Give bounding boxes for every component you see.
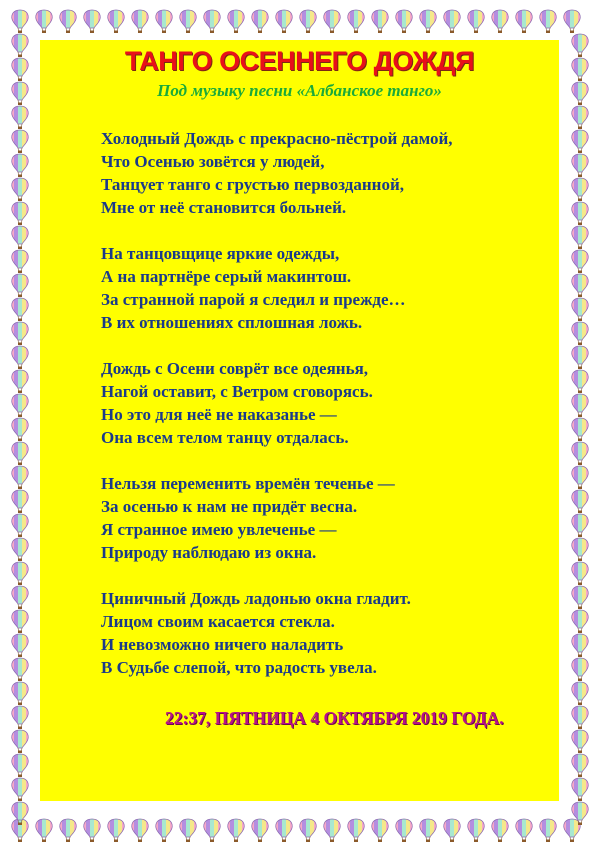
hot-air-balloon-icon — [538, 9, 558, 33]
hot-air-balloon-icon — [490, 9, 510, 33]
hot-air-balloon-icon — [274, 818, 294, 842]
hot-air-balloon-icon — [10, 177, 30, 201]
hot-air-balloon-icon — [322, 9, 342, 33]
hot-air-balloon-icon — [570, 345, 590, 369]
stanza — [101, 127, 541, 219]
hot-air-balloon-icon — [178, 818, 198, 842]
hot-air-balloon-icon — [250, 818, 270, 842]
poem-line: Танцует танго с грустью первозданной, — [101, 175, 404, 194]
hot-air-balloon-icon — [202, 818, 222, 842]
hot-air-balloon-icon — [10, 465, 30, 489]
poem-line: В Судьбе слепой, что радость увела. — [101, 658, 377, 677]
hot-air-balloon-icon — [322, 818, 342, 842]
hot-air-balloon-icon — [570, 489, 590, 513]
poem-line: Природу наблюдаю из окна. — [101, 543, 317, 562]
poem-line: За осенью к нам не придёт весна. — [101, 497, 358, 516]
hot-air-balloon-icon — [418, 9, 438, 33]
hot-air-balloon-icon — [178, 9, 198, 33]
hot-air-balloon-icon — [570, 729, 590, 753]
hot-air-balloon-icon — [82, 9, 102, 33]
hot-air-balloon-icon — [370, 818, 390, 842]
hot-air-balloon-icon — [570, 201, 590, 225]
hot-air-balloon-icon — [570, 705, 590, 729]
hot-air-balloon-icon — [394, 818, 414, 842]
hot-air-balloon-icon — [570, 225, 590, 249]
hot-air-balloon-icon — [10, 297, 30, 321]
hot-air-balloon-icon — [570, 57, 590, 81]
hot-air-balloon-icon — [570, 537, 590, 561]
stanza — [101, 242, 541, 334]
hot-air-balloon-icon — [298, 818, 318, 842]
hot-air-balloon-icon — [346, 818, 366, 842]
hot-air-balloon-icon — [10, 225, 30, 249]
hot-air-balloon-icon — [10, 489, 30, 513]
hot-air-balloon-icon — [466, 818, 486, 842]
hot-air-balloon-icon — [154, 9, 174, 33]
hot-air-balloon-icon — [10, 657, 30, 681]
hot-air-balloon-icon — [10, 441, 30, 465]
hot-air-balloon-icon — [226, 9, 246, 33]
hot-air-balloon-icon — [10, 201, 30, 225]
hot-air-balloon-icon — [10, 57, 30, 81]
hot-air-balloon-icon — [10, 321, 30, 345]
hot-air-balloon-icon — [490, 818, 510, 842]
hot-air-balloon-icon — [154, 818, 174, 842]
hot-air-balloon-icon — [10, 33, 30, 57]
poem-line: Лицом своим касается стекла. — [101, 612, 335, 631]
hot-air-balloon-icon — [130, 818, 150, 842]
poem-line: На танцовщице яркие одежды, — [101, 244, 340, 263]
hot-air-balloon-icon — [570, 321, 590, 345]
hot-air-balloon-icon — [570, 273, 590, 297]
hot-air-balloon-icon — [10, 633, 30, 657]
hot-air-balloon-icon — [570, 633, 590, 657]
hot-air-balloon-icon — [10, 753, 30, 777]
hot-air-balloon-icon — [570, 465, 590, 489]
hot-air-balloon-icon — [202, 9, 222, 33]
hot-air-balloon-icon — [10, 249, 30, 273]
hot-air-balloon-icon — [10, 369, 30, 393]
poem-line: За странной парой я следил и прежде… — [101, 290, 406, 309]
hot-air-balloon-icon — [10, 585, 30, 609]
hot-air-balloon-icon — [570, 657, 590, 681]
hot-air-balloon-icon — [106, 818, 126, 842]
hot-air-balloon-icon — [34, 818, 54, 842]
poem-line: Я странное имею увлеченье — — [101, 520, 337, 539]
hot-air-balloon-icon — [418, 818, 438, 842]
hot-air-balloon-icon — [10, 818, 30, 842]
poem-line: Мне от неё становится больней. — [101, 198, 347, 217]
hot-air-balloon-icon — [10, 777, 30, 801]
poem-line: Нагой оставит, с Ветром сговорясь. — [101, 382, 373, 401]
hot-air-balloon-icon — [10, 345, 30, 369]
hot-air-balloon-icon — [570, 681, 590, 705]
hot-air-balloon-icon — [10, 273, 30, 297]
hot-air-balloon-icon — [442, 9, 462, 33]
hot-air-balloon-icon — [106, 9, 126, 33]
hot-air-balloon-icon — [570, 105, 590, 129]
hot-air-balloon-icon — [570, 297, 590, 321]
hot-air-balloon-icon — [58, 818, 78, 842]
hot-air-balloon-icon — [514, 818, 534, 842]
hot-air-balloon-icon — [58, 9, 78, 33]
stanza — [101, 357, 541, 449]
hot-air-balloon-icon — [570, 369, 590, 393]
poem-line: Циничный Дождь ладонью окна гладит. — [101, 589, 411, 608]
hot-air-balloon-icon — [274, 9, 294, 33]
hot-air-balloon-icon — [570, 33, 590, 57]
dateline: 22:37, ПЯТНИЦА 4 ОКТЯБРЯ 2019 ГОДА. — [165, 708, 504, 728]
hot-air-balloon-icon — [570, 513, 590, 537]
poem-line: Она всем телом танцу отдалась. — [101, 428, 349, 447]
hot-air-balloon-icon — [10, 417, 30, 441]
hot-air-balloon-icon — [10, 729, 30, 753]
poem-line: Холодный Дождь с прекрасно-пёстрой дамой, — [101, 129, 453, 148]
hot-air-balloon-icon — [298, 9, 318, 33]
hot-air-balloon-icon — [10, 609, 30, 633]
hot-air-balloon-icon — [226, 818, 246, 842]
hot-air-balloon-icon — [466, 9, 486, 33]
hot-air-balloon-icon — [10, 561, 30, 585]
hot-air-balloon-icon — [10, 81, 30, 105]
hot-air-balloon-icon — [570, 585, 590, 609]
poem-line: И невозможно ничего наладить — [101, 635, 344, 654]
hot-air-balloon-icon — [10, 705, 30, 729]
hot-air-balloon-icon — [570, 609, 590, 633]
hot-air-balloon-icon — [10, 129, 30, 153]
hot-air-balloon-icon — [10, 9, 30, 33]
hot-air-balloon-icon — [10, 393, 30, 417]
hot-air-balloon-icon — [570, 129, 590, 153]
hot-air-balloon-icon — [562, 9, 582, 33]
hot-air-balloon-icon — [370, 9, 390, 33]
poem-line: Что Осенью зовётся у людей, — [101, 152, 325, 171]
poem-line: Но это для неё не наказанье — — [101, 405, 337, 424]
poem-body — [101, 127, 541, 702]
hot-air-balloon-icon — [570, 81, 590, 105]
hot-air-balloon-icon — [10, 153, 30, 177]
hot-air-balloon-icon — [34, 9, 54, 33]
hot-air-balloon-icon — [570, 561, 590, 585]
hot-air-balloon-icon — [570, 393, 590, 417]
poem-line: Нельзя переменить времён теченье — — [101, 474, 395, 493]
hot-air-balloon-icon — [570, 417, 590, 441]
hot-air-balloon-icon — [10, 681, 30, 705]
hot-air-balloon-icon — [10, 513, 30, 537]
hot-air-balloon-icon — [570, 177, 590, 201]
hot-air-balloon-icon — [570, 153, 590, 177]
poem-line: А на партнёре серый макинтош. — [101, 267, 352, 286]
hot-air-balloon-icon — [250, 9, 270, 33]
stanza — [101, 587, 541, 679]
hot-air-balloon-icon — [570, 777, 590, 801]
hot-air-balloon-icon — [130, 9, 150, 33]
hot-air-balloon-icon — [570, 249, 590, 273]
hot-air-balloon-icon — [570, 441, 590, 465]
poem-line: В их отношениях сплошная ложь. — [101, 313, 363, 332]
hot-air-balloon-icon — [514, 9, 534, 33]
page-subtitle: Под музыку песни «Албанское танго» — [157, 81, 442, 100]
hot-air-balloon-icon — [570, 753, 590, 777]
hot-air-balloon-icon — [10, 537, 30, 561]
hot-air-balloon-icon — [82, 818, 102, 842]
hot-air-balloon-icon — [442, 818, 462, 842]
poem-line: Дождь с Осени соврёт все одеянья, — [101, 359, 369, 378]
hot-air-balloon-icon — [394, 9, 414, 33]
hot-air-balloon-icon — [538, 818, 558, 842]
stanza — [101, 472, 541, 564]
hot-air-balloon-icon — [346, 9, 366, 33]
page-title: ТАНГО ОСЕННЕГО ДОЖДЯ — [124, 46, 475, 76]
hot-air-balloon-icon — [562, 818, 582, 842]
hot-air-balloon-icon — [10, 105, 30, 129]
